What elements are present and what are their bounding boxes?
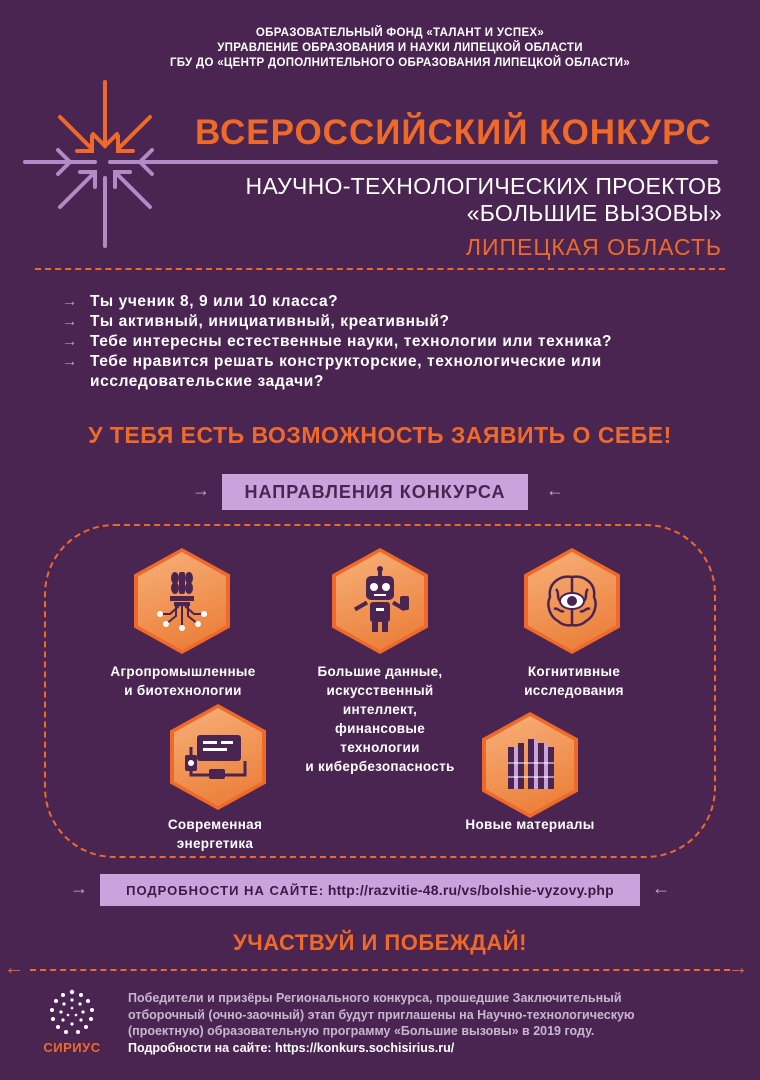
arrow-right-icon: → bbox=[62, 313, 79, 330]
site-label: ПОДРОБНОСТИ НА САЙТЕ: bbox=[126, 883, 325, 898]
directions-heading: НАПРАВЛЕНИЯ КОНКУРСА bbox=[222, 474, 528, 510]
question-item: → Ты активный, инициативный, креативный? bbox=[62, 313, 450, 330]
arrow-left-icon: ← bbox=[4, 957, 24, 979]
direction-label: Большие данные, искусственный интеллект, финансовые технологии и кибербезопасность bbox=[305, 664, 455, 774]
arrow-right-icon: → bbox=[192, 480, 210, 500]
region-label: ЛИПЕЦКАЯ ОБЛАСТЬ bbox=[465, 234, 722, 260]
direction-label: Современная энергетика bbox=[167, 817, 263, 851]
question-item: → Ты ученик 8, 9 или 10 класса? bbox=[62, 293, 339, 310]
agro-bio-icon bbox=[152, 566, 212, 636]
organizer-line: ОБРАЗОВАТЕЛЬНЫЙ ФОНД «ТАЛАНТ И УСПЕХ» bbox=[255, 27, 545, 39]
call-to-action: У ТЕБЯ ЕСТЬ ВОЗМОЖНОСТЬ ЗАЯВИТЬ О СЕБЕ! bbox=[88, 422, 672, 448]
direction-label: Новые материалы bbox=[465, 817, 595, 832]
site-url[interactable]: http://razvitie-48.ru/vs/bolshie-vyzovy.php bbox=[327, 882, 614, 898]
sirius-logo-icon bbox=[42, 986, 102, 1040]
question-item: → Тебе интересны естественные науки, технологии или техника? bbox=[62, 333, 613, 350]
organizers bbox=[120, 26, 680, 71]
question-item: → Тебе нравится решать конструкторские, технологические или исследовательские задачи? bbox=[62, 353, 602, 390]
sirius-logo-text: СИРИУС bbox=[43, 1040, 101, 1055]
footer-divider bbox=[30, 969, 730, 971]
materials-icon bbox=[500, 733, 560, 797]
contest-subtitle bbox=[246, 173, 722, 227]
direction-label: Когнитивные исследования bbox=[524, 664, 624, 698]
energy-icon bbox=[183, 727, 253, 787]
contest-subtitle-line: «БОЛЬШИЕ ВЫЗОВЫ» bbox=[466, 200, 722, 226]
site-link-box[interactable] bbox=[100, 874, 640, 906]
organizer-line: УПРАВЛЕНИЕ ОБРАЗОВАНИЯ И НАУКИ ЛИПЕЦКОЙ ОБЛАСТИ bbox=[217, 42, 583, 54]
brain-eye-icon bbox=[542, 571, 602, 631]
direction-label: Агропромышленные и биотехнологии bbox=[110, 664, 256, 698]
arrow-right-icon: → bbox=[62, 293, 79, 310]
robot-icon bbox=[348, 566, 412, 636]
slogan: УЧАСТВУЙ И ПОБЕЖДАЙ! bbox=[233, 930, 527, 955]
arrow-left-icon: ← bbox=[546, 480, 564, 500]
arrow-right-icon: → bbox=[70, 878, 88, 898]
arrow-left-icon: ← bbox=[652, 878, 670, 898]
contest-title: ВСЕРОССИЙСКИЙ КОНКУРС bbox=[195, 113, 712, 152]
contest-subtitle-line: НАУЧНО-ТЕХНОЛОГИЧЕСКИХ ПРОЕКТОВ bbox=[245, 173, 722, 199]
directions-heading-row bbox=[192, 474, 568, 510]
star-arrows-logo bbox=[20, 78, 740, 258]
arrow-right-icon: → bbox=[62, 353, 79, 370]
divider bbox=[35, 268, 725, 270]
arrow-right-icon: → bbox=[728, 957, 748, 979]
arrow-right-icon: → bbox=[62, 333, 79, 350]
footer-link-line[interactable]: Подробности на сайте: https://konkurs.sochisirius.ru/ bbox=[128, 1040, 455, 1055]
footer-text: Победители и призёры Регионального конкурса, прошедшие Заключительный отборочный (очно-заочный) этап будут приглашены на Научно-технологическую (проектную) образовательную программу «Большие вызовы» в 2019 году. Подробности на сайте: https://konkurs.sochisirius.ru/ bbox=[128, 990, 740, 1056]
organizer-line: ГБУ ДО «ЦЕНТР ДОПОЛНИТЕЛЬНОГО ОБРАЗОВАНИЯ ЛИПЕЦКОЙ ОБЛАСТИ» bbox=[169, 57, 631, 69]
questions-list bbox=[62, 292, 722, 392]
